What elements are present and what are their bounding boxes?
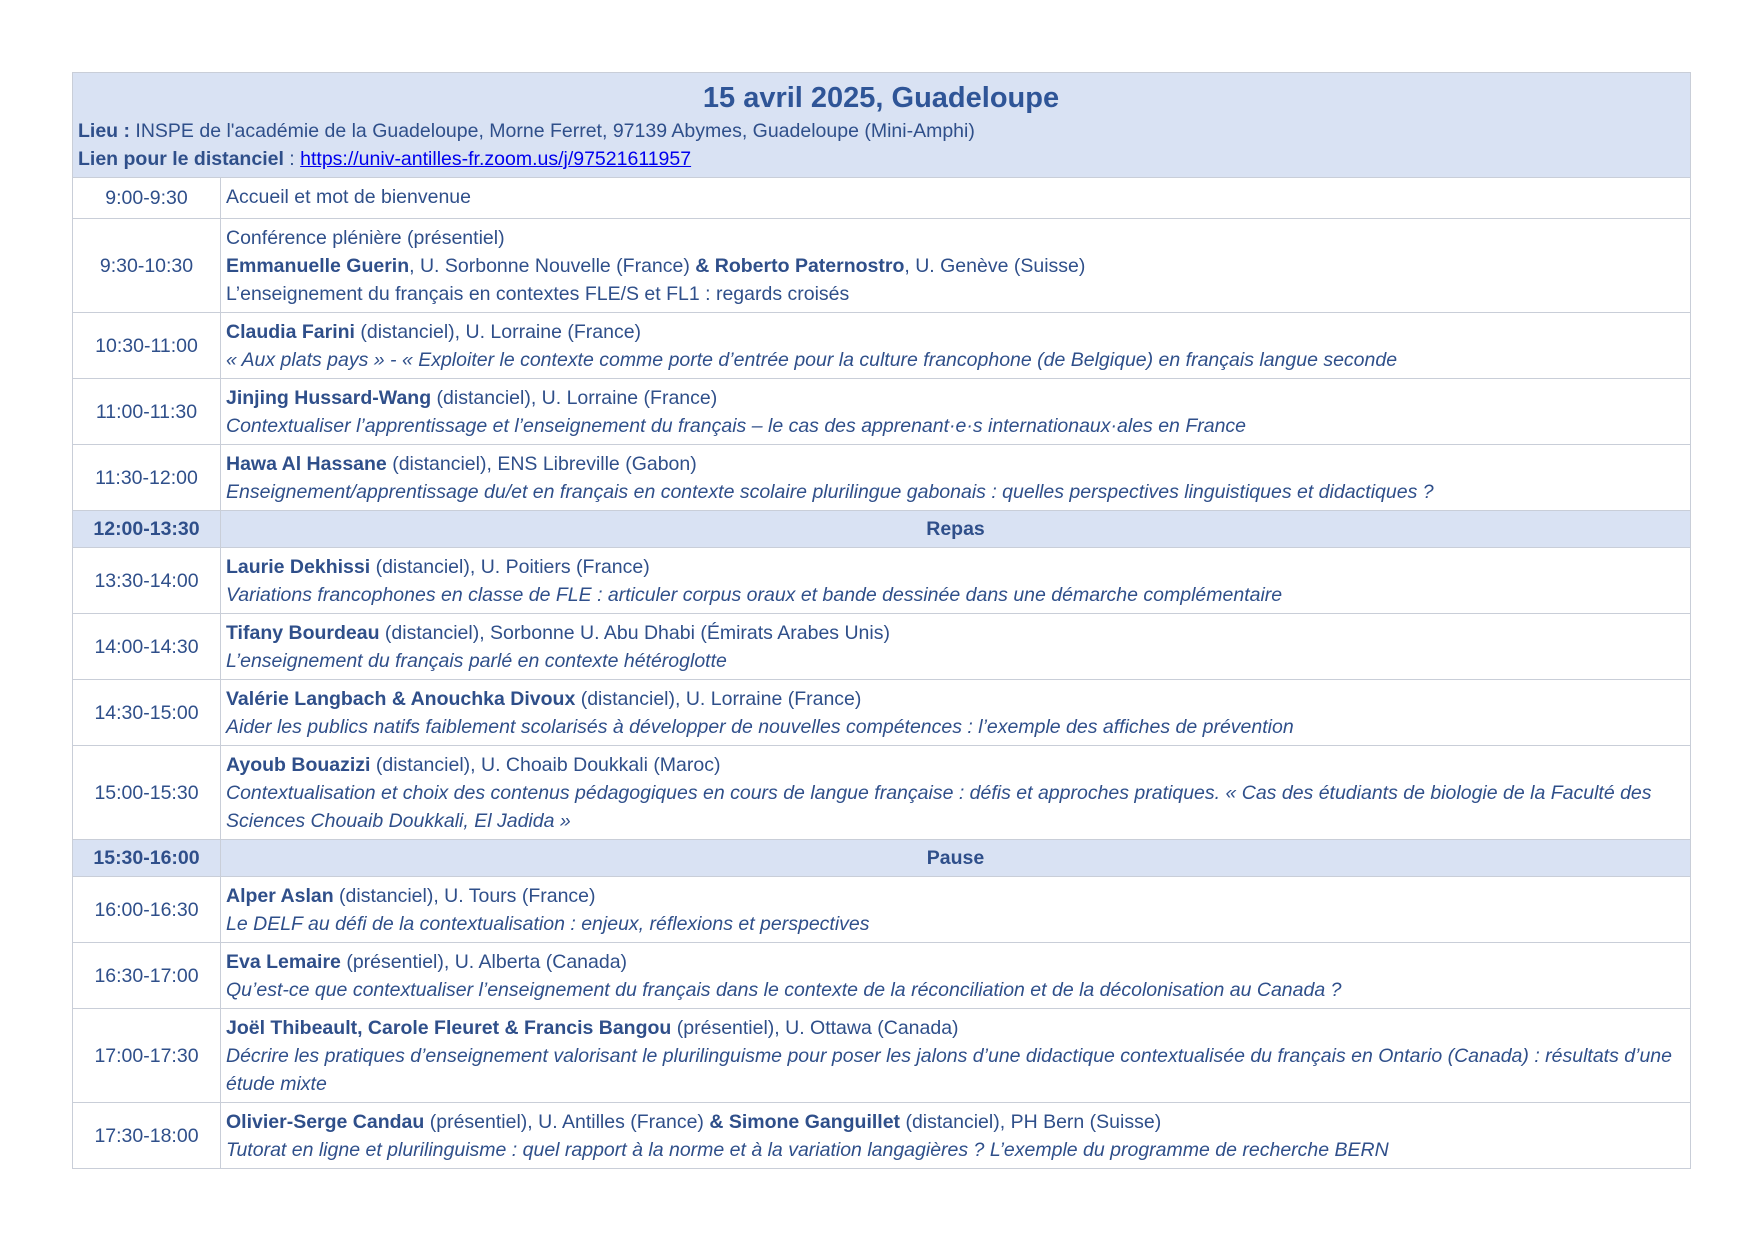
session-content <box>221 877 1691 943</box>
speaker-name: Ayoub Bouazizi <box>226 754 371 776</box>
speaker-name: Eva Lemaire <box>226 951 341 973</box>
talk-title: Qu’est-ce que contextualiser l’enseignement du français dans le contexte de la réconciliation et de la décolonisation au Canada ? <box>226 979 1342 1001</box>
session-text: Accueil et mot de bienvenue <box>226 186 471 208</box>
break-label: Pause <box>221 840 1691 877</box>
talk-title: Enseignement/apprentissage du/et en français en contexte scolaire plurilingue gabonais : quelles perspectives linguistiques et didactiques ? <box>226 481 1434 503</box>
talk-title: Contextualiser l’apprentissage et l’enseignement du français – le cas des apprenant·e·s internationaux·ales en France <box>226 415 1247 437</box>
speaker-affiliation: (distanciel), U. Choaib Doukkali (Maroc) <box>370 754 721 776</box>
speakers-line <box>226 948 1685 976</box>
zoom-link[interactable]: https://univ-antilles-fr.zoom.us/j/97521611957 <box>300 148 692 170</box>
talk-title: Variations francophones en classe de FLE : articuler corpus oraux et bande dessinée dans une démarche complémentaire <box>226 584 1283 606</box>
time-slot: 9:30-10:30 <box>73 219 221 313</box>
speakers-line <box>226 450 1685 478</box>
speaker-affiliation: (distanciel), U. Lorraine (France) <box>431 387 718 409</box>
speakers-line <box>226 553 1685 581</box>
speaker-affiliation: (distanciel), U. Poitiers (France) <box>370 556 650 578</box>
session-row <box>73 178 1691 219</box>
time-slot: 9:00-9:30 <box>73 178 221 219</box>
session-content <box>221 313 1691 379</box>
time-slot: 14:00-14:30 <box>73 614 221 680</box>
time-slot: 17:30-18:00 <box>73 1103 221 1169</box>
session-content <box>221 445 1691 511</box>
time-slot: 16:00-16:30 <box>73 877 221 943</box>
time-slot: 11:30-12:00 <box>73 445 221 511</box>
speaker-affiliation: (présentiel), U. Antilles (France) <box>424 1111 710 1133</box>
session-row <box>73 1103 1691 1169</box>
speaker-affiliation: (distanciel), U. Tours (France) <box>333 885 596 907</box>
speaker-name: & Simone Ganguillet <box>709 1111 901 1133</box>
session-content <box>221 1103 1691 1169</box>
speakers-line <box>226 252 1685 280</box>
speakers-line <box>226 619 1685 647</box>
speaker-affiliation: , U. Sorbonne Nouvelle (France) <box>409 255 696 277</box>
time-slot: 10:30-11:00 <box>73 313 221 379</box>
speaker-name: Claudia Farini <box>226 321 355 343</box>
page-title: 15 avril 2025, Guadeloupe <box>702 82 1060 114</box>
header-cell <box>73 73 1691 178</box>
session-row <box>73 445 1691 511</box>
session-content <box>221 1009 1691 1103</box>
speaker-name: Joël Thibeault, Carole Fleuret & Francis Bangou <box>226 1017 672 1039</box>
speakers-line <box>226 751 1685 779</box>
speaker-name: Alper Aslan <box>226 885 334 907</box>
talk-title: Tutorat en ligne et plurilinguisme : quel rapport à la norme et à la variation langagières ? L’exemple du programme de recherche BERN <box>226 1139 1389 1161</box>
session-content <box>221 746 1691 840</box>
session-row <box>73 379 1691 445</box>
speaker-affiliation: (distanciel), U. Lorraine (France) <box>575 688 862 710</box>
talk-title: « Aux plats pays » - « Exploiter le contexte comme porte d’entrée pour la culture francophone (de Belgique) en français langue seconde <box>226 349 1398 371</box>
session-row <box>73 943 1691 1009</box>
speaker-name: Valérie Langbach & Anouchka Divoux <box>226 688 576 710</box>
schedule-body <box>73 178 1691 1169</box>
session-content <box>221 943 1691 1009</box>
session-row <box>73 614 1691 680</box>
remote-label: Lien pour le distanciel <box>78 148 284 170</box>
speakers-line <box>226 882 1685 910</box>
remote-separator: : <box>283 148 301 170</box>
break-row <box>73 840 1691 877</box>
speaker-name: Emmanuelle Guerin <box>226 255 410 277</box>
session-content <box>221 219 1691 313</box>
talk-title: Décrire les pratiques d’enseignement valorisant le plurilinguisme pour poser les jalons d’une didactique contextualisée du français en Ontario (Canada) : résultats d’une étude mixte <box>226 1045 1672 1095</box>
remote-line <box>78 145 1684 173</box>
time-slot: 12:00-13:30 <box>73 511 221 548</box>
session-content <box>221 379 1691 445</box>
speaker-affiliation: (distanciel), PH Bern (Suisse) <box>900 1111 1162 1133</box>
schedule-table <box>72 72 1691 1169</box>
speaker-affiliation: (présentiel), U. Alberta (Canada) <box>340 951 628 973</box>
venue-value: INSPE de l'académie de la Guadeloupe, Morne Ferret, 97139 Abymes, Guadeloupe (Mini-Amphi) <box>130 120 975 142</box>
time-slot: 17:00-17:30 <box>73 1009 221 1103</box>
speaker-affiliation: (distanciel), Sorbonne U. Abu Dhabi (Émirats Arabes Unis) <box>379 622 890 644</box>
speakers-line <box>226 384 1685 412</box>
speakers-line <box>226 685 1685 713</box>
session-content <box>221 548 1691 614</box>
header-row <box>73 73 1691 178</box>
venue-line <box>78 117 1684 145</box>
venue-label: Lieu : <box>78 120 130 142</box>
break-label: Repas <box>221 511 1691 548</box>
session-row <box>73 548 1691 614</box>
speakers-line <box>226 1014 1685 1042</box>
talk-title: Le DELF au défi de la contextualisation : enjeux, réflexions et perspectives <box>226 913 870 935</box>
session-row <box>73 680 1691 746</box>
time-slot: 16:30-17:00 <box>73 943 221 1009</box>
session-row <box>73 313 1691 379</box>
session-content <box>221 178 1691 219</box>
session-row <box>73 219 1691 313</box>
speaker-name: Jinjing Hussard-Wang <box>226 387 432 409</box>
speaker-name: Hawa Al Hassane <box>226 453 387 475</box>
speaker-affiliation: , U. Genève (Suisse) <box>904 255 1086 277</box>
session-content <box>221 614 1691 680</box>
session-content <box>221 680 1691 746</box>
time-slot: 15:00-15:30 <box>73 746 221 840</box>
time-slot: 11:00-11:30 <box>73 379 221 445</box>
speaker-affiliation: (distanciel), U. Lorraine (France) <box>354 321 642 343</box>
session-row <box>73 746 1691 840</box>
time-slot: 15:30-16:00 <box>73 840 221 877</box>
talk-title: Aider les publics natifs faiblement scolarisés à développer de nouvelles compétences : l’exemple des affiches de prévention <box>226 716 1294 738</box>
session-row <box>73 877 1691 943</box>
time-slot: 13:30-14:00 <box>73 548 221 614</box>
talk-title: Contextualisation et choix des contenus pédagogiques en cours de langue française : défis et approches pratiques. « Cas des étudiants de biologie de la Faculté des Sciences Chouaib Doukkali, El Jadida » <box>226 782 1652 832</box>
speakers-line <box>226 318 1685 346</box>
session-row <box>73 1009 1691 1103</box>
speaker-affiliation: (distanciel), ENS Libreville (Gabon) <box>386 453 697 475</box>
time-slot: 14:30-15:00 <box>73 680 221 746</box>
speakers-line <box>226 1108 1685 1136</box>
talk-title: L’enseignement du français parlé en contexte hétéroglotte <box>226 650 727 672</box>
session-type: Conférence plénière (présentiel) <box>226 227 505 249</box>
speaker-affiliation: (présentiel), U. Ottawa (Canada) <box>671 1017 959 1039</box>
speaker-name: Olivier-Serge Candau <box>226 1111 425 1133</box>
talk-title: L’enseignement du français en contextes FLE/S et FL1 : regards croisés <box>226 283 850 305</box>
break-row <box>73 511 1691 548</box>
speaker-name: & Roberto Paternostro <box>695 255 905 277</box>
speaker-name: Tifany Bourdeau <box>226 622 380 644</box>
speaker-name: Laurie Dekhissi <box>226 556 371 578</box>
